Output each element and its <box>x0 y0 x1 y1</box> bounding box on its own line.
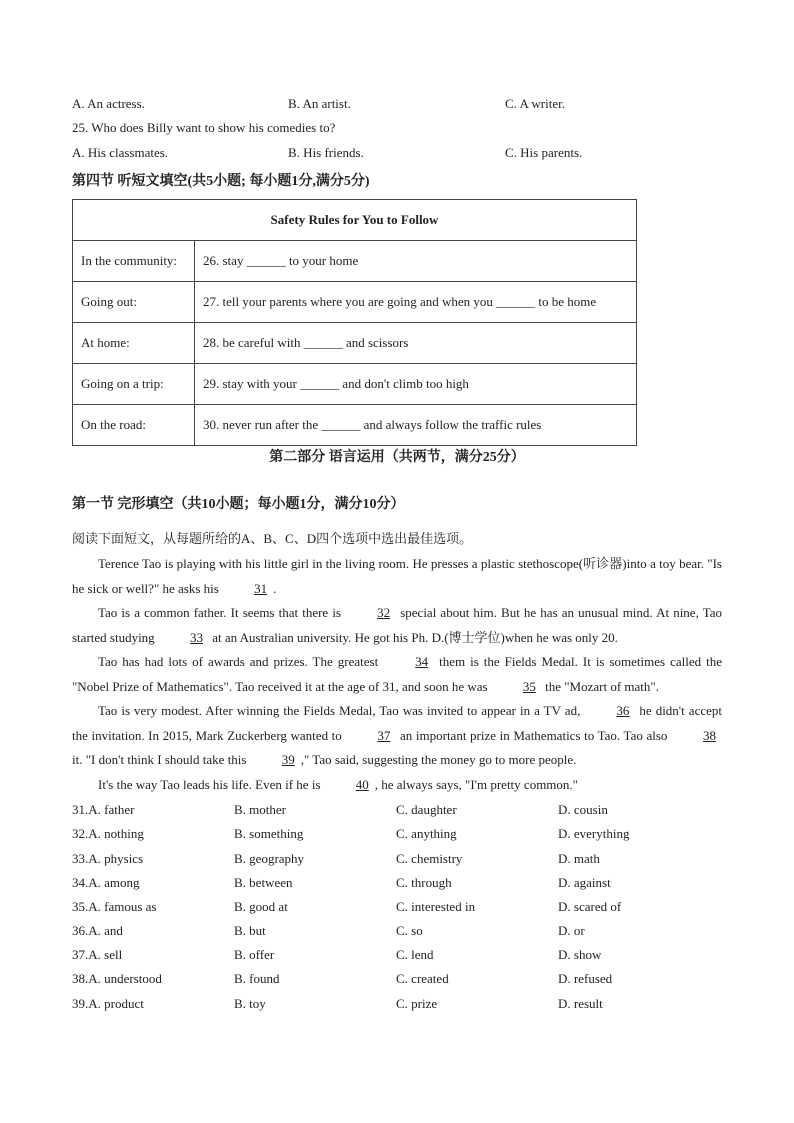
q25-options <box>72 145 722 165</box>
choice-d: D. math <box>558 851 600 866</box>
choice-b: B. something <box>234 826 304 841</box>
choice-a: 36.A. and <box>72 923 123 938</box>
choice-row <box>72 971 722 991</box>
choice-c: C. lend <box>396 947 434 962</box>
table-place: On the road: <box>73 405 195 446</box>
passage-paragraph-3: Tao has had lots of awards and prizes. The greatest 34 them is the Fields Medal. It is sometimes called the "Nobel Prize of Mathematics". Tao received it at the age of 31, and soon he was 35 the "Mozart of math". <box>72 650 722 699</box>
table-title: Safety Rules for You to Follow <box>73 200 637 241</box>
part2-heading: 第二部分 语言运用（共两节，满分25分） <box>269 450 525 465</box>
passage-paragraph-1: Terence Tao is playing with his little girl in the living room. He presses a plastic stethoscope(听诊器)into a toy bear. "Is he sick or well?" he asks his 31 . <box>72 552 722 601</box>
choice-a: 33.A. physics <box>72 851 144 866</box>
blank-39: 39 <box>281 752 295 767</box>
q25-option-b: B. His friends. <box>288 145 364 160</box>
table-rule: 26. stay ______ to your home <box>195 241 637 282</box>
choice-a: 37.A. sell <box>72 947 123 962</box>
safety-rules-table <box>72 199 637 446</box>
table-rule: 27. tell your parents where you are going and when you ______ to be home <box>195 282 637 323</box>
choice-row <box>72 875 722 895</box>
blank-37: 37 <box>377 727 391 743</box>
choice-row <box>72 826 722 846</box>
choice-d: D. cousin <box>558 802 608 817</box>
choice-b: B. found <box>234 971 280 986</box>
table-place: Going on a trip: <box>73 364 195 405</box>
table-place: In the community: <box>73 241 195 282</box>
passage <box>72 552 722 797</box>
choice-d: D. show <box>558 947 602 962</box>
choice-row <box>72 923 722 943</box>
passage-paragraph-2: Tao is a common father. It seems that there is 32 special about him. But he has an unusual mind. At nine, Tao started studying 33 at an Australian university. He got his Ph. D.(博士学位)when he was only 20. <box>72 601 722 650</box>
choice-c: C. anything <box>396 826 457 841</box>
q24-options <box>72 96 722 116</box>
choice-b: B. mother <box>234 802 286 817</box>
choice-d: D. scared of <box>558 899 622 914</box>
choice-d: D. result <box>558 996 603 1011</box>
blank-33: 33 <box>189 629 203 645</box>
choice-d: D. against <box>558 875 611 890</box>
choice-c: C. so <box>396 923 423 938</box>
choice-d: D. refused <box>558 971 613 986</box>
choice-b: B. good at <box>234 899 288 914</box>
blank-38: 38 <box>703 727 716 743</box>
blank-34: 34 <box>415 654 429 669</box>
choice-c: C. interested in <box>396 899 476 914</box>
table-place: At home: <box>73 323 195 364</box>
blank-36: 36 <box>616 703 630 718</box>
table-rule: 29. stay with your ______ and don't climb too high <box>195 364 637 405</box>
table-place: Going out: <box>73 282 195 323</box>
q25-option-c: C. His parents. <box>505 145 583 160</box>
table-rule: 28. be careful with ______ and scissors <box>195 323 637 364</box>
table-rule: 30. never run after the ______ and always follow the traffic rules <box>195 405 637 446</box>
choice-a: 39.A. product <box>72 996 144 1011</box>
q24-option-b: B. An artist. <box>288 96 351 111</box>
choice-b: B. offer <box>234 947 275 962</box>
section4-heading: 第四节 听短文填空(共5小题; 每小题1分,满分5分) <box>72 174 370 189</box>
table-row <box>73 323 637 364</box>
choice-row <box>72 899 722 919</box>
choice-c: C. through <box>396 875 452 890</box>
choice-c: C. chemistry <box>396 851 463 866</box>
q24-option-c: C. A writer. <box>505 96 565 111</box>
q25-option-a: A. His classmates. <box>72 145 169 160</box>
table-row <box>73 282 637 323</box>
choice-a: 38.A. understood <box>72 971 162 986</box>
cloze-heading: 第一节 完形填空（共10小题；每小题1分，满分10分） <box>72 497 405 512</box>
choice-row <box>72 802 722 822</box>
table-row <box>73 364 637 405</box>
instruction: 阅读下面短文，从每题所给的A、B、C、D四个选项中选出最佳选项。 <box>72 531 473 546</box>
choice-b: B. but <box>234 923 266 938</box>
passage-paragraph-4: Tao is very modest. After winning the Fields Medal, Tao was invited to appear in a TV ad, 36 he didn't accept the invitation. In 2015, Mark Zuckerberg wanted to 37 an important prize in Mathematics to Tao. Tao also 38 it. "I don't think I should take this 39 ," Tao said, suggesting the money go to more people. <box>72 699 722 773</box>
choice-row <box>72 851 722 871</box>
blank-35: 35 <box>522 678 536 694</box>
q25-question: 25. Who does Billy want to show his comedies to? <box>72 120 336 135</box>
choice-c: C. created <box>396 971 449 986</box>
blank-31: 31 <box>254 580 268 596</box>
choice-b: B. between <box>234 875 293 890</box>
choice-a: 34.A. among <box>72 875 140 890</box>
blank-32: 32 <box>377 605 391 620</box>
blank-40: 40 <box>355 776 369 792</box>
choice-d: D. or <box>558 923 585 938</box>
choice-a: 31.A. father <box>72 802 135 817</box>
choice-a: 32.A. nothing <box>72 826 144 841</box>
choice-a: 35.A. famous as <box>72 899 157 914</box>
choice-d: D. everything <box>558 826 630 841</box>
table-row <box>73 405 637 446</box>
q24-option-a: A. An actress. <box>72 96 145 111</box>
choice-c: C. prize <box>396 996 438 1011</box>
passage-paragraph-5: It's the way Tao leads his life. Even if he is 40 , he always says, "I'm pretty common." <box>72 773 722 798</box>
choice-c: C. daughter <box>396 802 457 817</box>
choice-b: B. geography <box>234 851 305 866</box>
choice-b: B. toy <box>234 996 266 1011</box>
choice-row <box>72 996 722 1016</box>
table-row <box>73 241 637 282</box>
choice-row <box>72 947 722 967</box>
